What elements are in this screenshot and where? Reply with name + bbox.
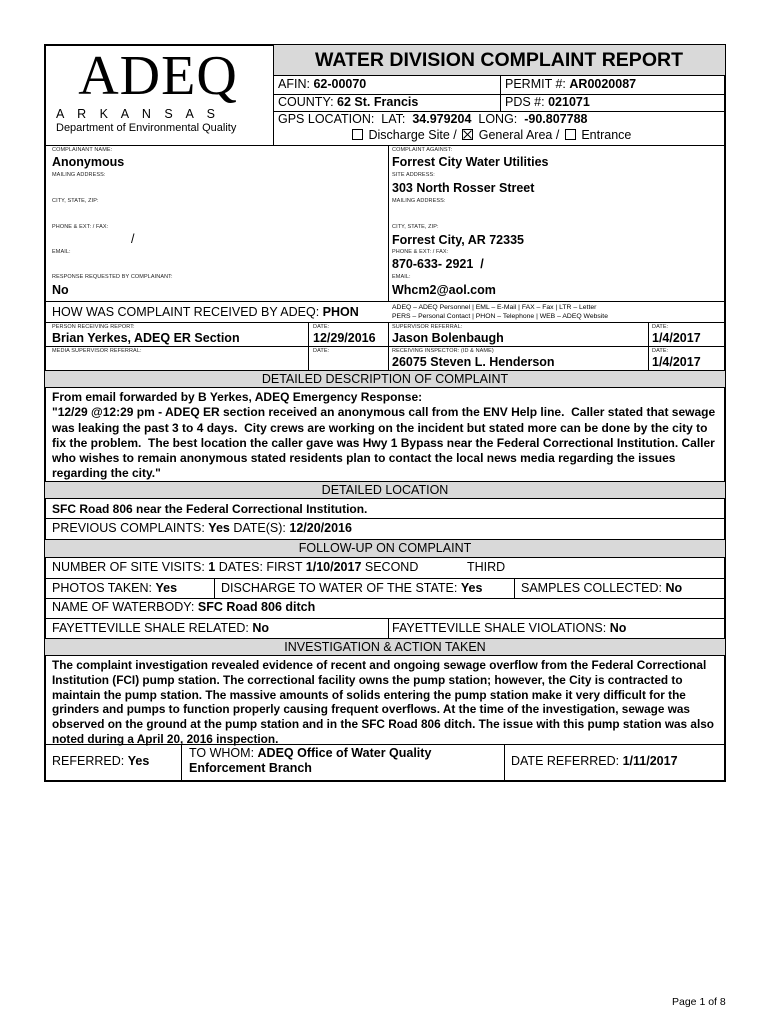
- against-mailing-label: MAILING ADDRESS:: [392, 198, 446, 204]
- adeq-logo: [52, 45, 270, 142]
- media-label: MEDIA SUPERVISOR REFERRAL:: [52, 348, 142, 354]
- county-row: COUNTY: 62 St. Francis: [278, 95, 419, 109]
- response-requested: No: [52, 283, 69, 297]
- gps-row: GPS LOCATION: LAT: 34.979204 LONG: -90.807788: [278, 112, 588, 126]
- photos-row: PHOTOS TAKEN: Yes: [52, 581, 178, 595]
- to-whom-line2: Enforcement Branch: [189, 761, 312, 775]
- county-value: 62 St. Francis: [337, 95, 419, 109]
- against-phone: 870-633- 2921 /: [392, 257, 484, 271]
- general-area-checkbox[interactable]: [462, 129, 473, 140]
- entrance-checkbox[interactable]: [565, 129, 576, 140]
- samples-row: SAMPLES COLLECTED: No: [521, 581, 683, 595]
- location-text: SFC Road 806 near the Federal Correctional Institution.: [52, 502, 368, 516]
- shale-violations: No: [609, 621, 627, 635]
- site-visits: 1: [208, 560, 216, 574]
- date-referred: 1/11/2017: [622, 754, 678, 768]
- referred-row: REFERRED: Yes: [52, 754, 150, 768]
- site-address-label: SITE ADDRESS:: [392, 172, 435, 178]
- to-whom-line1: ADEQ Office of Water Quality: [257, 746, 432, 760]
- complainant-email-label: EMAIL:: [52, 249, 71, 255]
- investigation-heading: INVESTIGATION & ACTION TAKEN: [45, 638, 725, 656]
- site-type-row: Discharge Site / General Area / Entrance: [350, 128, 631, 142]
- waterbody-row: NAME OF WATERBODY: SFC Road 806 ditch: [52, 600, 316, 614]
- description-text: From email forwarded by B Yerkes, ADEQ Emergency Response: "12/29 @12:29 pm - ADEQ ER section received an anonymous call from the ENV Help line. Caller stated that sewage was leaking the past 3 to 4 days. City crews are working on the incident but stated more can be done by the city to fix the problem. The best location the caller gave was Hwy 1 Bypass near the Federal Correctional Institution. Caller who wishes to remain anonymous stated residents plan to contact the local news media regarding the issues regarding the city.": [52, 390, 716, 481]
- against-email: Whcm2@aol.com: [392, 283, 496, 297]
- long-value: -90.807788: [524, 112, 588, 126]
- previous-complaints: Yes: [208, 521, 230, 535]
- permit-value: AR0020087: [569, 77, 637, 91]
- third-visit-label: THIRD: [467, 560, 506, 574]
- to-whom-block: TO WHOM: ADEQ Office of Water Quality Enforcement Branch: [189, 746, 432, 775]
- supervisor-date-label: DATE:: [652, 324, 669, 330]
- logo-department: Department of Environmental Quality: [56, 122, 237, 134]
- description-heading: DETAILED DESCRIPTION OF COMPLAINT: [45, 370, 725, 388]
- response-requested-label: RESPONSE REQUESTED BY COMPLAINANT:: [52, 274, 173, 280]
- title-bar: [273, 45, 725, 76]
- receiving-person: Brian Yerkes, ADEQ ER Section: [52, 331, 240, 345]
- entrance-label: Entrance: [581, 128, 632, 142]
- shale-violations-row: FAYETTEVILLE SHALE VIOLATIONS: No: [392, 621, 627, 635]
- media-date-label: DATE:: [313, 348, 330, 354]
- supervisor-date: 1/4/2017: [652, 331, 701, 345]
- previous-dates: 12/20/2016: [289, 521, 352, 535]
- lat-value: 34.979204: [412, 112, 472, 126]
- waterbody-name: SFC Road 806 ditch: [197, 600, 316, 614]
- against-name: Forrest City Water Utilities: [392, 155, 549, 169]
- afin-value: 62-00070: [313, 77, 367, 91]
- against-label: COMPLAINT AGAINST:: [392, 147, 453, 153]
- report-title: WATER DIVISION COMPLAINT REPORT: [315, 49, 683, 71]
- date-referred-row: DATE REFERRED: 1/11/2017: [511, 754, 678, 768]
- discharge-site-label: Discharge Site: [368, 128, 450, 142]
- complainant-name: Anonymous: [52, 155, 125, 169]
- photos-taken: Yes: [155, 581, 178, 595]
- complainant-name-label: COMPLAINANT NAME:: [52, 147, 113, 153]
- receiving-date: 12/29/2016: [313, 331, 376, 345]
- samples-collected: No: [665, 581, 683, 595]
- complainant-mailing-label: MAILING ADDRESS:: [52, 172, 106, 178]
- inspector-date-label: DATE:: [652, 348, 669, 354]
- receiving-date-label: DATE:: [313, 324, 330, 330]
- complainant-phone: /: [131, 232, 135, 246]
- site-address: 303 North Rosser Street: [392, 181, 535, 195]
- against-csz-label: CITY, STATE, ZIP:: [392, 224, 439, 230]
- inspector-label: RECEIVING INSPECTOR: (ID & NAME): [392, 348, 494, 354]
- complainant-csz-label: CITY, STATE, ZIP:: [52, 198, 99, 204]
- logo-text: ADEQ: [78, 45, 238, 107]
- location-heading: DETAILED LOCATION: [45, 481, 725, 499]
- received-row: HOW WAS COMPLAINT RECEIVED BY ADEQ: PHON: [52, 305, 359, 319]
- inspector-name: 26075 Steven L. Henderson: [392, 355, 555, 369]
- site-visits-row: NUMBER OF SITE VISITS: 1 DATES: FIRST 1/10/2017 SECOND: [52, 560, 419, 574]
- shale-related-row: FAYETTEVILLE SHALE RELATED: No: [52, 621, 269, 635]
- discharge-site-checkbox[interactable]: [352, 129, 363, 140]
- inspector-date: 1/4/2017: [652, 355, 701, 369]
- logo-state: A R K A N S A S: [56, 107, 220, 121]
- receiving-label: PERSON RECEIVING REPORT:: [52, 324, 135, 330]
- followup-heading: FOLLOW-UP ON COMPLAINT: [45, 539, 725, 558]
- discharge-value: Yes: [460, 581, 483, 595]
- header-divider: [273, 45, 274, 145]
- pds-value: 021071: [548, 95, 590, 109]
- supervisor-label: SUPERVISOR REFERRAL:: [392, 324, 463, 330]
- pds-row: PDS #: 021071: [505, 95, 590, 109]
- received-legend: ADEQ – ADEQ Personnel | EML – E-Mail | FAX – Fax | LTR – Letter PERS – Personal Contact | PHON – Telephone | WEB – ADEQ Website: [392, 304, 608, 320]
- against-email-label: EMAIL:: [392, 274, 411, 280]
- against-phone-label: PHONE & EXT: / FAX:: [392, 249, 449, 255]
- discharge-row: DISCHARGE TO WATER OF THE STATE: Yes: [221, 581, 483, 595]
- against-csz: Forrest City, AR 72335: [392, 233, 524, 247]
- previous-complaints-row: PREVIOUS COMPLAINTS: Yes DATE(S): 12/20/2016: [52, 521, 352, 535]
- permit-row: PERMIT #: AR0020087: [505, 77, 637, 91]
- referred-value: Yes: [127, 754, 150, 768]
- shale-related: No: [252, 621, 269, 635]
- general-area-label: General Area: [478, 128, 553, 142]
- first-visit-date: 1/10/2017: [305, 560, 362, 574]
- page-number: Page 1 of 8: [672, 996, 726, 1008]
- afin-row: AFIN: 62-00070: [278, 77, 367, 91]
- second-visit-label: SECOND: [364, 560, 419, 574]
- received-method: PHON: [322, 305, 359, 319]
- investigation-text: The complaint investigation revealed evidence of recent and ongoing sewage overflow from the Federal Correctional Institution (FCI) pump station. The correctional facility owns the pump station; however, the City is contracted to maintain the pump station. The massive amounts of solids entering the pump station make it very difficult for the grinders and pumps to function properly causing frequent overflows. At the time of the investigation, sewage was observed on the ground at the pump station and in the SFC Road 806 ditch. The issue with this pump station was also noted during a April 20, 2016 inspection.: [52, 658, 715, 746]
- complainant-phone-label: PHONE & EXT: / FAX:: [52, 224, 109, 230]
- supervisor-name: Jason Bolenbaugh: [392, 331, 504, 345]
